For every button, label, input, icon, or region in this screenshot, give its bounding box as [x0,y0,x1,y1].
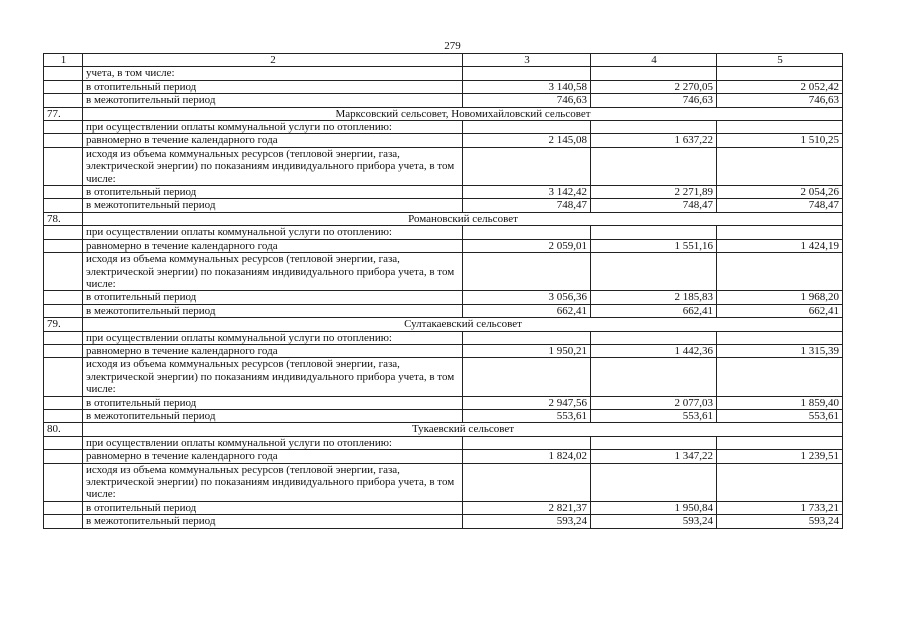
section-title-row [44,107,843,120]
section-title: Тукаевский сельсовет [83,423,843,436]
tariff-table [43,53,843,529]
value-cell: 746,63 [463,94,591,107]
column-header: 3 [463,54,591,67]
value-cell: 593,24 [463,515,591,528]
row-label: в отопительный период [83,501,463,514]
table-row [44,94,843,107]
value-cell: 1 950,84 [591,501,717,514]
value-cell [717,67,843,80]
value-cell: 1 347,22 [591,450,717,463]
table-row [44,199,843,212]
row-label: при осуществлении оплаты коммунальной услуги по отоплению: [83,436,463,449]
section-number: 80. [44,423,83,436]
column-header: 2 [83,54,463,67]
value-cell: 1 551,16 [591,239,717,252]
value-cell: 2 052,42 [717,80,843,93]
table-row [44,450,843,463]
value-cell: 553,61 [463,409,591,422]
column-header: 4 [591,54,717,67]
row-label: равномерно в течение календарного года [83,239,463,252]
row-label: в отопительный период [83,396,463,409]
row-label: учета, в том числе: [83,67,463,80]
row-label: в межотопительный период [83,304,463,317]
row-label: в отопительный период [83,186,463,199]
row-label: в межотопительный период [83,199,463,212]
value-cell: 1 442,36 [591,344,717,357]
value-cell: 593,24 [591,515,717,528]
table-row [44,134,843,147]
value-cell: 662,41 [591,304,717,317]
row-label: при осуществлении оплаты коммунальной услуги по отоплению: [83,226,463,239]
section-title: Султакаевский сельсовет [83,318,843,331]
row-label: в межотопительный период [83,409,463,422]
row-label: исходя из объема коммунальных ресурсов (тепловой энергии, газа, электрической энергии) по показаниям индивидуального прибора учета, в том числе: [83,463,463,501]
table-row [44,121,843,134]
table-row [44,253,843,291]
section-title-row [44,212,843,225]
section-title-row [44,423,843,436]
table-row [44,147,843,185]
section-title: Романовский сельсовет [83,212,843,225]
table-row [44,358,843,396]
row-label: исходя из объема коммунальных ресурсов (тепловой энергии, газа, электрической энергии) по показаниям индивидуального прибора учета, в том числе: [83,147,463,185]
value-cell: 748,47 [463,199,591,212]
row-label: в отопительный период [83,291,463,304]
value-cell: 2 054,26 [717,186,843,199]
table-row [44,239,843,252]
section-number: 79. [44,318,83,331]
column-header-row [44,54,843,67]
value-cell: 1 824,02 [463,450,591,463]
section-title: Марксовский сельсовет, Новомихайловский сельсовет [83,107,843,120]
row-label: равномерно в течение календарного года [83,450,463,463]
value-cell: 662,41 [463,304,591,317]
value-cell: 1 733,21 [717,501,843,514]
table-row [44,291,843,304]
table-row [44,331,843,344]
value-cell: 3 056,36 [463,291,591,304]
table-row [44,515,843,528]
value-cell: 553,61 [717,409,843,422]
value-cell: 2 185,83 [591,291,717,304]
value-cell [591,67,717,80]
table-row [44,409,843,422]
value-cell: 2 947,56 [463,396,591,409]
row-label: равномерно в течение календарного года [83,344,463,357]
value-cell: 2 270,05 [591,80,717,93]
row-label: в межотопительный период [83,515,463,528]
table-row [44,344,843,357]
table-row [44,67,843,80]
column-header: 1 [44,54,83,67]
section-number: 77. [44,107,83,120]
value-cell: 748,47 [717,199,843,212]
row-label: исходя из объема коммунальных ресурсов (тепловой энергии, газа, электрической энергии) по показаниям индивидуального прибора учета, в том числе: [83,253,463,291]
value-cell: 593,24 [717,515,843,528]
table-row [44,80,843,93]
column-header: 5 [717,54,843,67]
row-label: равномерно в течение календарного года [83,134,463,147]
value-cell: 1 950,21 [463,344,591,357]
row-label: исходя из объема коммунальных ресурсов (тепловой энергии, газа, электрической энергии) по показаниям индивидуального прибора учета, в том числе: [83,358,463,396]
table-row [44,226,843,239]
value-cell: 662,41 [717,304,843,317]
value-cell: 1 637,22 [591,134,717,147]
value-cell: 746,63 [717,94,843,107]
table-row [44,463,843,501]
value-cell: 748,47 [591,199,717,212]
value-cell: 1 968,20 [717,291,843,304]
row-label: в отопительный период [83,80,463,93]
value-cell: 2 059,01 [463,239,591,252]
value-cell: 2 077,03 [591,396,717,409]
value-cell: 2 821,37 [463,501,591,514]
value-cell: 1 315,39 [717,344,843,357]
value-cell: 746,63 [591,94,717,107]
value-cell: 1 424,19 [717,239,843,252]
value-cell: 1 510,25 [717,134,843,147]
section-title-row [44,318,843,331]
value-cell: 3 142,42 [463,186,591,199]
row-label: в межотопительный период [83,94,463,107]
row-label: при осуществлении оплаты коммунальной услуги по отоплению: [83,121,463,134]
table-row [44,436,843,449]
page-number: 279 [444,40,461,52]
value-cell: 2 145,08 [463,134,591,147]
value-cell: 1 239,51 [717,450,843,463]
value-cell: 2 271,89 [591,186,717,199]
table-row [44,186,843,199]
section-number: 78. [44,212,83,225]
value-cell [463,67,591,80]
value-cell: 1 859,40 [717,396,843,409]
value-cell: 3 140,58 [463,80,591,93]
value-cell: 553,61 [591,409,717,422]
table-row [44,396,843,409]
table-row [44,304,843,317]
row-label: при осуществлении оплаты коммунальной услуги по отоплению: [83,331,463,344]
table-row [44,501,843,514]
